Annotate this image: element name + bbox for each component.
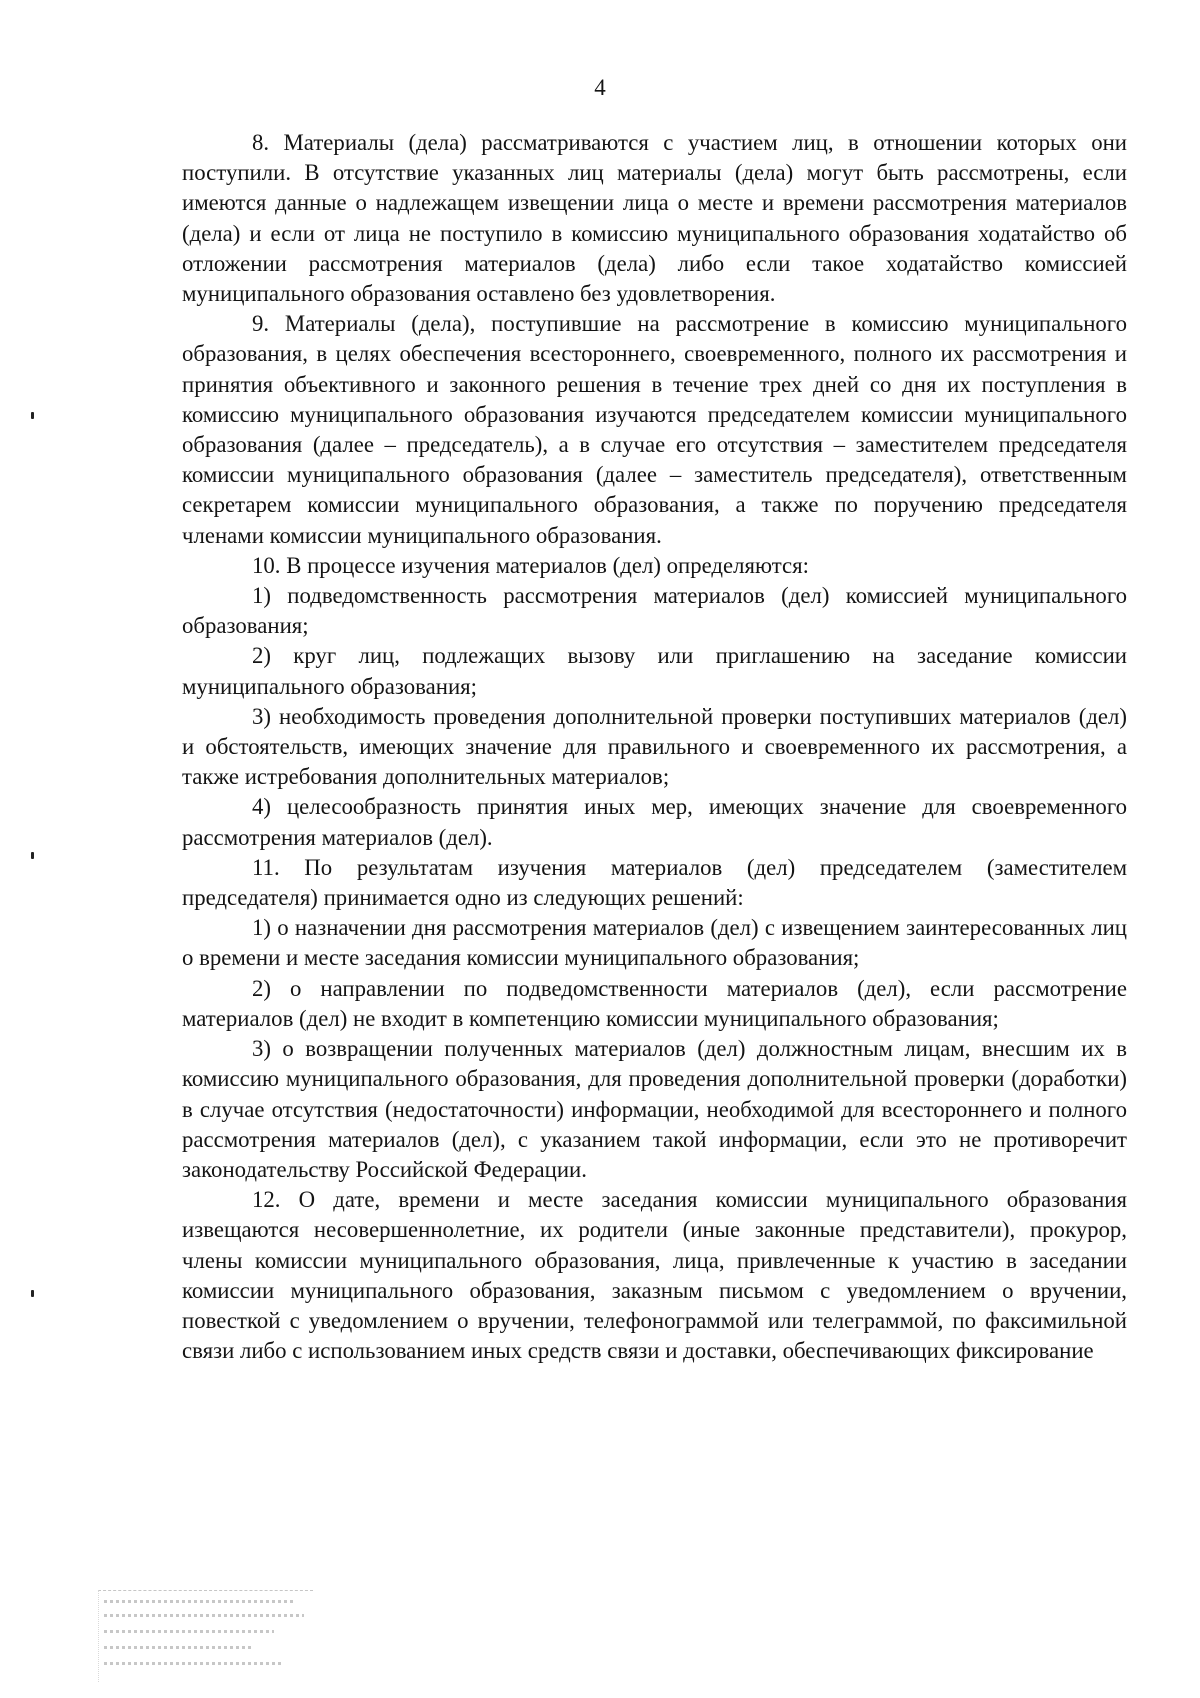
stamp-line <box>104 1630 274 1633</box>
stamp-border <box>98 1590 313 1682</box>
paragraph-11-item-2: 2) о направлении по подведомственности материалов (дел), если рассмотрение материалов (дел) не входит в компетенцию комиссии муниципального образования; <box>182 975 1127 1031</box>
stamp-line <box>104 1600 294 1603</box>
page-number: 4 <box>594 75 606 100</box>
paragraph-11-item-3: 3) о возвращении полученных материалов (дел) должностным лицам, внесшим их в комиссию муниципального образования, для проведения дополнительной проверки (доработки) в случае отсутствия (недостаточности) информации, необходимой для всестороннего и полного рассмотрения материалов (дел), с указанием такой информации, если это не противоречит законодательству Российской Федерации. <box>182 1036 1127 1182</box>
paragraph-11: 11. По результатам изучения материалов (дел) председателем (заместителем председателя) принимается одно из следующих решений: <box>182 854 1127 911</box>
paragraph-12: 12. О дате, времени и месте заседания комиссии муниципального образования извещаются несовершеннолетние, их родители (иные законные представители), прокурор, члены комиссии муниципального образования, лица, привлеченные к участию в заседании комиссии муниципального образования, заказным письмом с уведомлением о вручении, повесткой с уведомлением о вручении, телефонограммой или телеграммой, по факсимильной связи либо с использованием иных средств связи и доставки, обеспечивающих фиксирование <box>182 1187 1127 1364</box>
paragraph-9: 9. Материалы (дела), поступившие на рассмотрение в комиссию муниципального образования, в целях обеспечения всестороннего, своевременного, полного их рассмотрения и принятия объективного и законного решения в течение трех дней со дня их поступления в комиссию муниципального образования изучаются председателем комиссии муниципального образования (далее – председатель), а в случае его отсутствия – заместителем председателя комиссии муниципального образования (далее – заместитель председателя), ответственным секретарем комиссии муниципального образования, а также по поручению председателя членами комиссии муниципального образования. <box>182 311 1127 548</box>
paragraph-10-item-2: 2) круг лиц, подлежащих вызову или приглашению на заседание комиссии муниципального образования; <box>182 643 1127 699</box>
paragraph-8: 8. Материалы (дела) рассматриваются с участием лиц, в отношении которых они поступили. В отсутствие указанных лиц материалы (дела) могут быть рассмотрены, если имеются данные о надлежащем извещении лица о месте и времени рассмотрения материалов (дела) и если от лица не поступило в комиссию муниципального образования ходатайство об отложении рассмотрения материалов (дела) либо если такое ходатайство комиссией муниципального образования оставлено без удовлетворения. <box>182 130 1127 307</box>
paragraph-10-item-3: 3) необходимость проведения дополнительной проверки поступивших материалов (дел) и обстоятельств, имеющих значение для правильного и своевременного их рассмотрения, а также истребования дополнительных материалов; <box>182 703 1127 790</box>
paragraph-10: 10. В процессе изучения материалов (дел) определяются: <box>252 552 809 578</box>
binding-mark <box>31 412 34 419</box>
faint-stamp <box>98 1590 313 1682</box>
stamp-line <box>104 1614 304 1617</box>
stamp-line <box>104 1646 254 1649</box>
paragraph-11-item-1: 1) о назначении дня рассмотрения материалов (дел) с извещением заинтересованных лиц о времени и месте заседания комиссии муниципального образования; <box>182 915 1127 971</box>
binding-mark <box>31 1290 34 1297</box>
paragraph-10-item-1: 1) подведомственность рассмотрения материалов (дел) комиссией муниципального образования; <box>182 583 1127 639</box>
paragraph-10-item-4: 4) целесообразность принятия иных мер, имеющих значение для своевременного рассмотрения материалов (дел). <box>182 794 1127 850</box>
binding-mark <box>31 852 34 859</box>
document-body <box>182 128 1127 1366</box>
stamp-line <box>104 1662 284 1665</box>
